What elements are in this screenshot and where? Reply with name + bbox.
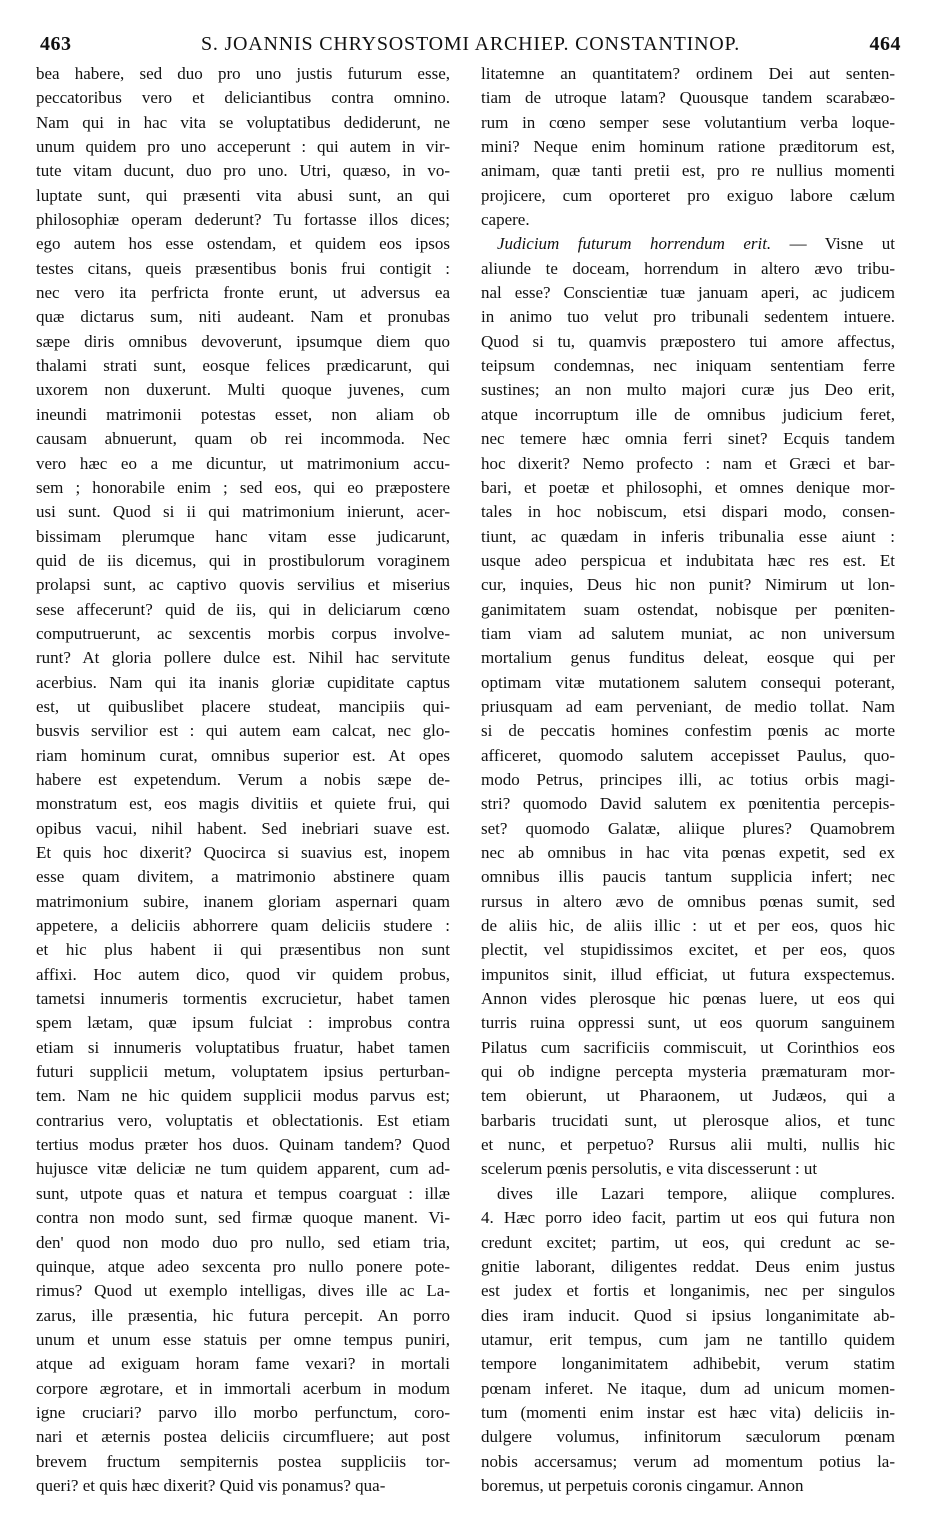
text-line: et nunc, et perpetuo? Rursus alii multi, nullis hic <box>481 1135 895 1155</box>
text-line: usi sunt. Quod si ii qui matrimonium inierunt, acer- <box>36 502 450 522</box>
text-line: mini? Neque enim hominum ratione præditorum est, <box>481 137 895 157</box>
text-line: etiam si innumeris voluptatibus fruatur, habet tamen <box>36 1037 450 1057</box>
text-line: Quod si tu, quamvis præpostero tui amore affectus, <box>481 331 895 351</box>
text-line: in animo tuo velut pro tribunali sedentem intuere. <box>481 307 895 327</box>
text-line: busvis servilior est : qui autem eam calcat, nec glo- <box>36 721 450 741</box>
text-line: atque ad exiguam horam fame vexari? in mortali <box>36 1354 450 1374</box>
text-line: bari, et poetæ et philosophi, et omnes denique mor- <box>481 477 895 497</box>
text-line: sem ; honorabile enim ; sed eos, qui eo præpostere <box>36 477 450 497</box>
text-line: barbaris trucidati sunt, ut plerosque alios, et tunc <box>481 1110 895 1130</box>
text-line: est judex et fortis et longanimis, nec per singulos <box>481 1281 895 1301</box>
text-line: stri? quomodo David salutem ex pœnitentia percepis- <box>481 794 895 814</box>
text-line: unum et unum esse statuis per omne tempus puniri, <box>36 1329 450 1349</box>
text-line: queri? et quis hæc dixerit? Quid vis ponamus? qua- <box>36 1475 386 1495</box>
text-line: teipsum condemnas, nec iniquam sententiam ferre <box>481 356 895 376</box>
text-line: causam abnuerunt, quam ob rei incommoda. Nec <box>36 429 450 449</box>
text-line: quæ dictarus sum, niti audeant. Nam et pronubas <box>36 307 450 327</box>
text-line: Et quis hoc dixerit? Quocirca si suavius est, inopem <box>36 843 450 862</box>
text-line: tiunt, ac quædam in inferis tribunalia esse aiunt : <box>481 526 895 546</box>
text-line: 4. Hæc porro ideo facit, partim ut eos qui futura non <box>481 1208 895 1228</box>
text-line: bea habere, sed duo pro uno justis futurum esse, <box>36 64 450 83</box>
text-line: projicere, cum oporteret pro exiguo labore cælum <box>481 185 895 205</box>
text-line: omnibus illis paucis tantum supplicia infert; nec <box>481 867 895 887</box>
text-line: utamur, erit tempus, cum jam ne tantillo quidem <box>481 1329 895 1349</box>
text-line: den' quod non modo duo pro nullo, sed etiam tria, <box>36 1232 450 1252</box>
text-line: boremus, ut perpetuis coronis cingamur. Annon <box>481 1475 804 1495</box>
text-line: rum in cœno semper sese volutantium verba loque- <box>481 112 895 132</box>
text-line: tute vitam ducunt, duo pro uno. Utri, quæso, in vo- <box>36 161 450 181</box>
text-line: priusquam ad eam perveniant, de medio tollat. Nam <box>481 696 895 716</box>
section-heading-italic: Judicium futurum horrendum erit. <box>497 234 772 254</box>
text-line: qui ob indigne percepta mysteria præmaturam mor- <box>481 1062 895 1082</box>
text-line: appetere, a deliciis abhorrere quam deliciis studere : <box>36 916 450 936</box>
text-line: nobis accersamus; verum ad momentum potius la- <box>481 1451 895 1471</box>
text-line: opibus vacui, nihil habent. Sed inebriari suave est. <box>36 818 450 838</box>
text-line: acerbius. Nam qui ita inanis gloriæ cupiditate captus <box>36 672 450 692</box>
text-line: nari et æternis postea deliciis circumfluere; aut post <box>36 1427 450 1447</box>
text-line: sunt, utpote quas et natura et tempus coarguat : illæ <box>36 1183 450 1203</box>
text-line: aliunde te doceam, horrendum in altero ævo tribu- <box>481 258 895 278</box>
text-line: spem lætam, quæ ipsum fulciat : improbus contra <box>36 1013 450 1033</box>
text-line: luptate sunt, qui præsenti vita abusi sunt, an qui <box>36 185 450 205</box>
text-line: vero hæc eo a me dicuntur, ut matrimonium accu- <box>36 453 450 473</box>
text-line: pœnam inferet. Ne itaque, dum ad unicum momen- <box>481 1378 895 1398</box>
text-line: litatemne an quantitatem? ordinem Dei aut senten- <box>481 64 895 83</box>
text-line: quid de iis dicemus, qui in prostibulorum voraginem <box>36 550 450 570</box>
text-line: impunitos sinit, illud efficiat, ut futura exspectemus. <box>481 964 895 984</box>
text-line: esse quam divitem, a matrimonio abstinere quam <box>36 867 450 887</box>
text-line: tiam de utroque latam? Quousque tandem scarabæo- <box>481 88 895 108</box>
text-line: sustines; an non multo majori curæ jus Deo erit, <box>481 380 895 400</box>
text-line: bissimam plerumque hanc vitam esse judicarunt, <box>36 526 450 546</box>
text-line: brevem fructum sempiternis postea suppliciis tor- <box>36 1451 450 1471</box>
text-line: Pilatus cum sacrificiis commiscuit, ut Corinthios eos <box>481 1037 895 1057</box>
text-line: set? quomodo Galatæ, aliique plures? Quamobrem <box>481 818 895 838</box>
text-line: philosophiæ operam dederunt? Tu fortasse illos dices; <box>36 210 450 230</box>
text-line: monstratum est, eos magis divitiis et quiete frui, qui <box>36 794 450 814</box>
text-line: corpore ægrotare, et in immortali acerbum in modum <box>36 1378 450 1398</box>
text-line: tem. Nam ne hic quidem supplicii modus parvus est; <box>36 1086 450 1106</box>
text-line: habere est expetendum. Verum a nobis sæpe de- <box>36 769 450 789</box>
text-line: hujusce vitæ deliciæ ne tum quidem apparent, cum ad- <box>36 1159 450 1179</box>
text-line: peccatoribus vero et deliciantibus contra omnino. <box>36 88 450 108</box>
text-line: runt? At gloria pollere dulce est. Nihil hac servitute <box>36 648 450 668</box>
text-line: igne cruciari? parvo illo morbo perfunctum, coro- <box>36 1402 450 1422</box>
text-line: matrimonium subire, inanem gloriam aspernari quam <box>36 891 450 911</box>
text-line: sese affecerunt? quid de iis, qui in deliciarum cœno <box>36 599 450 619</box>
text-line: plectit, vel stupidissimos excitet, et per eos, quos <box>481 940 895 960</box>
text-line: scelerum pœnis persolutis, e vita discesserunt : ut <box>481 1159 818 1179</box>
text-line: tempore longanimitatem adhibebit, verum statim <box>481 1354 895 1374</box>
text-line: ineundi matrimonii potestas esset, non aliam ob <box>36 404 450 424</box>
text-line: animam, quæ tanti pretii est, pro re nullius momenti <box>481 161 895 181</box>
text-line: dulgere volumus, infinitorum sæculorum pœnam <box>481 1427 895 1447</box>
text-line: gnitie laborant, diligentes reddat. Deus enim justus <box>481 1256 895 1276</box>
text-line: hoc dixerit? Nemo profecto : nam et Græci et bar- <box>481 453 895 473</box>
text-line: nec temere hæc omnia ferri sinet? Ecquis tandem <box>481 429 895 449</box>
text-line: zarus, ille præsentia, hic futura percepit. An porro <box>36 1305 450 1325</box>
text-line: tametsi innumeris tormentis excrucietur, habet tamen <box>36 989 450 1009</box>
text-line: modo Petrus, principes illi, ac totius orbis magi- <box>481 769 895 789</box>
text-line: atque incorruptum ille de omnibus judicium feret, <box>481 404 895 424</box>
text-line: de aliis hic, de aliis illic : ut et per eos, quos hic <box>481 916 895 936</box>
text-line: optimam vitæ mutationem salutem consequi poterant, <box>481 672 895 692</box>
text-line: quinque, atque adeo sexcenta pro nullo ponere pote- <box>36 1256 450 1276</box>
left-text-column <box>36 62 450 1498</box>
text-line: nec ab omnibus in hac vita pœnas expetit, sed ex <box>481 843 895 862</box>
text-line: credunt excitet; partim, ut eos, qui credunt ac se- <box>481 1232 895 1252</box>
right-text-column <box>481 62 895 1498</box>
text-line: cur, inquies, Deus hic non punit? Nimirum ut lon- <box>481 575 895 595</box>
running-head <box>40 26 901 62</box>
text-line: uxorem non duxerunt. Multi quoque juvenes, cum <box>36 380 450 400</box>
text-line: tem obierunt, ut Pharaonem, ut Judæos, qui a <box>481 1086 895 1106</box>
running-title: S. JOANNIS CHRYSOSTOMI ARCHIEP. CONSTANTINOP. <box>200 32 741 55</box>
text-line: unum quidem pro uno acceperunt : qui autem in vir- <box>36 137 450 157</box>
text-line: mortalium genus funditus deleat, eosque qui per <box>481 648 895 668</box>
text-line: usque adeo perspicua et indubitata hæc res est. Et <box>481 550 895 570</box>
text-line: tertius modus præter hos duos. Quinam tandem? Quod <box>36 1135 450 1155</box>
left-page-number: 463 <box>40 32 72 55</box>
text-line: capere. <box>481 210 530 230</box>
text-line: prolapsi sunt, ac captivo quovis servilius et miserius <box>36 575 450 595</box>
text-line: et hic plus habent ii qui præsentibus non sunt <box>36 940 450 960</box>
text-line: affixi. Hoc autem dico, quod vir quidem probus, <box>36 964 450 984</box>
text-line: computruerunt, ac sexcentis morbis corpus involve- <box>36 623 450 643</box>
text-line: futuri supplicii metum, voluptatem ipsius perturban- <box>36 1062 450 1082</box>
text-line: rursus in altero ævo de omnibus pœnas sumit, sed <box>481 891 895 911</box>
text-line: sæpe diris omnibus devoverunt, ipsumque diem quo <box>36 331 450 351</box>
text-line: ego autem hos esse ostendam, et quidem eos ipsos <box>36 234 450 254</box>
text-line: est, ut quibuslibet placere studeat, mancipiis qui- <box>36 696 450 716</box>
text-line: riam hominum curat, omnibus superior est. At opes <box>36 745 450 765</box>
text-line: dives ille Lazari tempore, aliique complures. <box>497 1183 895 1203</box>
text-line: tales in hoc nobiscum, etsi dispari modo, consen- <box>481 502 895 522</box>
text-line: rimus? Quod ut exemplo intelligas, dives ille ac La- <box>36 1281 450 1301</box>
text-line: contrarius vero, voluptatis et oblectationis. Est etiam <box>36 1110 450 1130</box>
text-line: turris ruina oppressi sunt, ut eos quorum sanguinem <box>481 1013 895 1033</box>
text-line: nec vero ita perfricta fronte erunt, ut adversus ea <box>36 283 450 303</box>
text-line: testes citans, queis præsentibus bonis frui contigit : <box>36 258 450 278</box>
text-line: Nam qui in hac vita se voluptatibus dediderunt, ne <box>36 112 450 132</box>
text-line: ganimitatem suam ostendat, nobisque per pœniten- <box>481 599 895 619</box>
text-line: si de peccatis homines confestim pœnis ac morte <box>481 721 895 741</box>
text-line: tum (momenti enim instar est hæc vita) deliciis in- <box>481 1402 895 1422</box>
text-line: afficeret, quomodo salutem accepisset Paulus, quo- <box>481 745 895 765</box>
text-line: dies iram inducit. Quod si ipsius longanimitate ab- <box>481 1305 895 1325</box>
text-line: contra non modo sunt, sed firmæ quoque manent. Vi- <box>36 1208 450 1228</box>
text-line: Judicium futurum horrendum erit. — Visne ut <box>497 234 895 254</box>
text-line: thalami strati sunt, eosque felices prædicarunt, qui <box>36 356 450 376</box>
text-line: Annon vides plerosque hic pœnas luere, ut eos qui <box>481 989 895 1009</box>
right-page-number: 464 <box>869 32 901 55</box>
text-line: nal esse? Conscientiæ tuæ januam aperi, ac judicem <box>481 283 895 303</box>
text-line: tiam viam ad salutem muniat, ac non universum <box>481 623 895 643</box>
